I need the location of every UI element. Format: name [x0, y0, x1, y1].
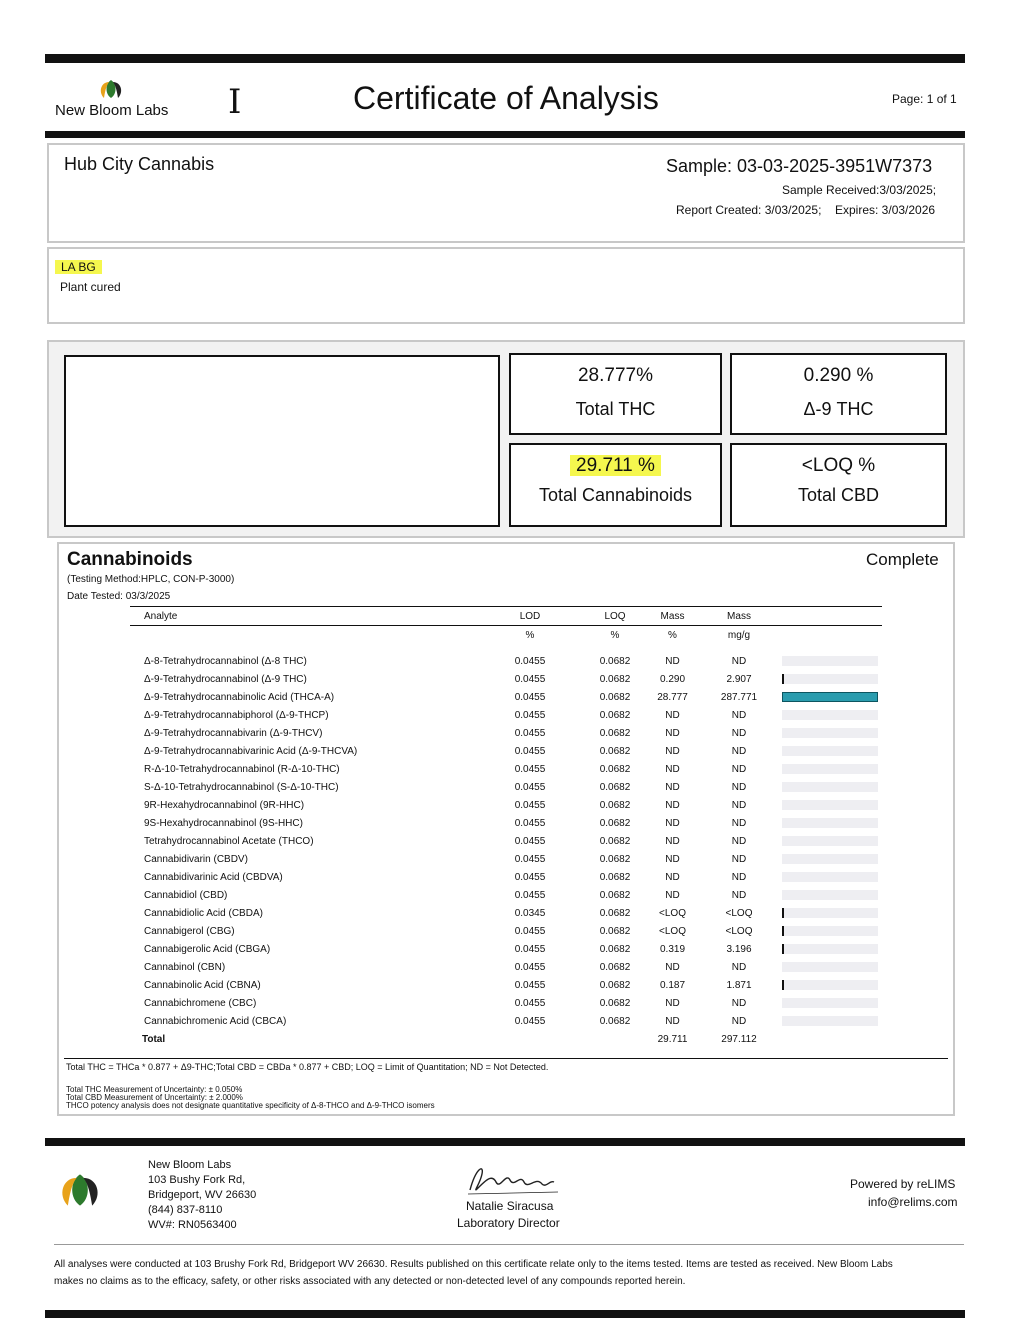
total-cbd-label: Total CBD — [797, 485, 880, 505]
d9-thc-label: Δ-9 THC — [803, 399, 874, 419]
table-row — [130, 994, 882, 1012]
mass-mgg-cell: <LOQ — [725, 925, 753, 937]
page-number: Page: 1 of 1 — [892, 92, 957, 106]
level-bar-track — [782, 656, 878, 666]
mass-pct-cell: ND — [665, 745, 680, 757]
loq-cell: 0.0682 — [599, 835, 631, 847]
level-bar-track — [782, 962, 878, 972]
mass-mgg-cell: 3.196 — [726, 943, 752, 955]
col-mass-pct: Mass — [660, 610, 685, 622]
mass-pct-cell: ND — [665, 709, 680, 721]
level-bar-cell — [778, 886, 882, 904]
total-thc-box — [509, 353, 722, 435]
lod-cell: 0.0455 — [514, 871, 546, 883]
expires: Expires: 3/03/2026 — [835, 203, 936, 217]
mass-mgg-cell: ND — [731, 889, 747, 901]
lod-cell: 0.0455 — [514, 745, 546, 757]
table-row — [130, 940, 882, 958]
level-bar-cell — [778, 706, 882, 724]
analyte-cell: Cannabigerol (CBG) — [144, 925, 235, 937]
mass-pct-cell: ND — [665, 853, 680, 865]
mass-mgg-cell: ND — [731, 997, 747, 1009]
lab-logo — [96, 78, 126, 105]
table-row — [130, 958, 882, 976]
mass-mgg-cell: 1.871 — [726, 979, 752, 991]
total-bar — [778, 1030, 882, 1048]
unit-mass-mgg: mg/g — [727, 629, 751, 641]
table-row — [130, 976, 882, 994]
level-bar-cell — [778, 778, 882, 796]
table-row — [130, 904, 882, 922]
analyte-cell: Cannabidiol (CBD) — [144, 889, 228, 901]
lod-cell: 0.0455 — [514, 1015, 546, 1027]
analyte-cell: Δ-9-Tetrahydrocannabinolic Acid (THCA-A) — [144, 691, 335, 703]
loq-cell: 0.0682 — [599, 979, 631, 991]
table-body — [130, 652, 882, 1030]
loq-cell: 0.0682 — [599, 709, 631, 721]
lod-cell: 0.0455 — [514, 727, 546, 739]
level-bar-track — [782, 944, 878, 954]
level-bar-track — [782, 998, 878, 1008]
footer-logo — [54, 1170, 106, 1215]
mass-pct-cell: 28.777 — [657, 691, 688, 703]
lod-cell: 0.0455 — [514, 925, 546, 937]
cannabinoids-table — [130, 606, 882, 1048]
mass-pct-cell: ND — [665, 835, 680, 847]
loq-cell: 0.0682 — [599, 925, 631, 937]
level-bar-track — [782, 872, 878, 882]
level-bar-track — [782, 728, 878, 738]
table-units-row — [130, 626, 882, 645]
table-row — [130, 796, 882, 814]
total-pct: 29.711 — [657, 1033, 688, 1045]
date-tested: Date Tested: 03/3/2025 — [67, 591, 171, 602]
loq-cell: 0.0682 — [599, 853, 631, 865]
total-thc-label: Total THC — [575, 399, 656, 419]
logo-icon — [54, 1170, 106, 1210]
mass-pct-cell: ND — [665, 727, 680, 739]
top-rule — [45, 54, 965, 63]
address-line-1: New Bloom Labs — [148, 1159, 232, 1171]
level-bar-cell — [778, 832, 882, 850]
analyte-cell: Δ-9-Tetrahydrocannabivarin (Δ-9-THCV) — [144, 727, 323, 739]
product-name: LA BG — [55, 260, 102, 274]
sample-received: Sample Received:3/03/2025; — [782, 183, 937, 197]
mass-mgg-cell: ND — [731, 835, 747, 847]
level-bar-cell — [778, 1012, 882, 1030]
level-bar-cell — [778, 976, 882, 994]
signature-icon — [462, 1160, 562, 1200]
loq-cell: 0.0682 — [599, 763, 631, 775]
mass-pct-cell: ND — [665, 889, 680, 901]
level-bar-cell — [778, 760, 882, 778]
level-bar-track — [782, 800, 878, 810]
col-mass-mgg: Mass — [727, 610, 751, 622]
loq-cell: 0.0682 — [599, 781, 631, 793]
level-bar-track — [782, 692, 878, 702]
d9-thc-value: 0.290 % — [803, 365, 874, 386]
loq-cell: 0.0682 — [599, 799, 631, 811]
analyte-cell: Cannabidiolic Acid (CBDA) — [144, 907, 263, 919]
lod-cell: 0.0455 — [514, 979, 546, 991]
address-line-2: 103 Bushy Fork Rd, — [148, 1174, 246, 1186]
lod-cell: 0.0455 — [514, 691, 546, 703]
bottom-rule — [45, 1310, 965, 1318]
level-bar-track — [782, 818, 878, 828]
notes-thco: THCO potency analysis does not designate quantitative specificity of Δ-8-THCO and Δ-9-THCO isomers — [66, 1101, 435, 1110]
level-bar-track — [782, 926, 878, 936]
level-bar-cell — [778, 904, 882, 922]
table-spacer — [130, 644, 882, 652]
disclaimer: All analyses were conducted at 103 Brushy Fork Rd, Bridgeport WV 26630. Results published on this certificate relate only to the items tested. Items are tested as received. New Bloom Labs makes no claims as to the efficacy, safety, or other risks associated with any detected or non-detected level of any compounds reported herein. — [54, 1259, 893, 1287]
level-bar-track — [782, 764, 878, 774]
level-bar-fill — [782, 980, 784, 990]
table-row — [130, 742, 882, 760]
handwritten-mark: I — [228, 82, 242, 122]
loq-cell: 0.0682 — [599, 907, 631, 919]
level-bar-cell — [778, 850, 882, 868]
unit-mass-pct: % — [668, 629, 677, 641]
table-total-row — [130, 1030, 882, 1048]
level-bar-track — [782, 674, 878, 684]
notes-formula: Total THC = THCa * 0.877 + Δ9-THC;Total CBD = CBDa * 0.877 + CBD; LOQ = Limit of Quantitation; ND = Not Detected. — [66, 1062, 549, 1072]
col-loq: LOQ — [604, 610, 626, 622]
loq-cell: 0.0682 — [599, 943, 631, 955]
lod-cell: 0.0455 — [514, 997, 546, 1009]
total-loq — [585, 1030, 645, 1048]
level-bar-cell — [778, 688, 882, 706]
mass-mgg-cell: ND — [731, 727, 747, 739]
mass-mgg-cell: ND — [731, 853, 747, 865]
analyte-cell: Δ-9-Tetrahydrocannabiphorol (Δ-9-THCP) — [144, 709, 329, 721]
mass-mgg-cell: ND — [731, 655, 747, 667]
unit-bar — [778, 626, 882, 645]
table-row — [130, 670, 882, 688]
mass-mgg-cell: 2.907 — [726, 673, 752, 685]
lod-cell: 0.0455 — [514, 961, 546, 973]
cannabinoids-status: Complete — [866, 550, 939, 569]
level-bar-cell — [778, 724, 882, 742]
mass-pct-cell: <LOQ — [659, 925, 686, 937]
mass-mgg-cell: ND — [731, 709, 747, 721]
loq-cell: 0.0682 — [599, 727, 631, 739]
level-bar-cell — [778, 814, 882, 832]
analyte-cell: Tetrahydrocannabinol Acetate (THCO) — [144, 835, 314, 847]
loq-cell: 0.0682 — [599, 961, 631, 973]
level-bar-track — [782, 908, 878, 918]
powered-email: info@relims.com — [868, 1195, 958, 1209]
lod-cell: 0.0455 — [514, 817, 546, 829]
page-title: Certificate of Analysis — [353, 80, 659, 116]
unit-analyte — [130, 626, 475, 645]
image-box — [64, 355, 500, 527]
level-bar-cell — [778, 742, 882, 760]
table-row — [130, 778, 882, 796]
mass-pct-cell: ND — [665, 817, 680, 829]
level-bar-cell — [778, 796, 882, 814]
table-header-row — [130, 607, 882, 626]
powered-by: Powered by reLIMS — [850, 1177, 956, 1191]
level-bar-fill — [782, 674, 784, 684]
level-bar-track — [782, 710, 878, 720]
table-row — [130, 832, 882, 850]
level-bar-track — [782, 836, 878, 846]
level-bar-track — [782, 746, 878, 756]
col-bar — [778, 607, 882, 626]
director-title: Laboratory Director — [457, 1216, 560, 1230]
cannabinoids-title: Cannabinoids — [67, 549, 193, 570]
total-thc-value: 28.777% — [577, 365, 653, 386]
product-panel — [47, 247, 965, 324]
sample-id: Sample: 03-03-2025-3951W7373 — [666, 156, 933, 176]
level-bar-fill — [782, 944, 784, 954]
mass-mgg-cell: ND — [731, 817, 747, 829]
level-bar-track — [782, 782, 878, 792]
mass-mgg-cell: ND — [731, 799, 747, 811]
analyte-cell: 9R-Hexahydrocannabinol (9R-HHC) — [144, 799, 305, 811]
analyte-cell: Δ-8-Tetrahydrocannabinol (Δ-8 THC) — [144, 655, 307, 667]
total-lod — [475, 1030, 585, 1048]
analyte-cell: Cannabichromenic Acid (CBCA) — [144, 1015, 287, 1027]
table-row — [130, 922, 882, 940]
mass-pct-cell: ND — [665, 781, 680, 793]
mass-mgg-cell: ND — [731, 763, 747, 775]
level-bar-cell — [778, 868, 882, 886]
lod-cell: 0.0455 — [514, 799, 546, 811]
level-bar-cell — [778, 922, 882, 940]
table-row — [130, 1012, 882, 1030]
level-bar-track — [782, 1016, 878, 1026]
level-bar-fill — [782, 908, 784, 918]
table-row — [130, 868, 882, 886]
loq-cell: 0.0682 — [599, 889, 631, 901]
notes-unc-cbd: Total CBD Measurement of Uncertainty: ± 2.000% — [66, 1093, 243, 1102]
level-bar-fill — [782, 926, 784, 936]
unit-loq: % — [610, 629, 620, 641]
level-bar-track — [782, 854, 878, 864]
footer-divider — [54, 1244, 964, 1245]
lod-cell: 0.0455 — [514, 943, 546, 955]
client-name: Hub City Cannabis — [64, 154, 215, 174]
analyte-cell: S-Δ-10-Tetrahydrocannabinol (S-Δ-10-THC) — [144, 781, 339, 793]
level-bar-fill — [782, 692, 878, 702]
loq-cell: 0.0682 — [599, 817, 631, 829]
table-row — [130, 814, 882, 832]
mass-mgg-cell: 287.771 — [720, 691, 758, 703]
col-lod: LOD — [519, 610, 541, 622]
level-bar-cell — [778, 670, 882, 688]
table-row — [130, 724, 882, 742]
table-row — [130, 886, 882, 904]
mass-mgg-cell: ND — [731, 871, 747, 883]
mass-pct-cell: ND — [665, 871, 680, 883]
mass-pct-cell: ND — [665, 1015, 680, 1027]
loq-cell: 0.0682 — [599, 871, 631, 883]
lod-cell: 0.0455 — [514, 673, 546, 685]
level-bar-cell — [778, 940, 882, 958]
product-description: Plant cured — [60, 280, 121, 294]
lab-address — [148, 1158, 256, 1233]
total-label: Total — [142, 1033, 166, 1045]
mass-pct-cell: 0.290 — [659, 673, 686, 685]
analyte-cell: Cannabichromene (CBC) — [144, 997, 257, 1009]
analyte-cell: Δ-9-Tetrahydrocannabinol (Δ-9 THC) — [144, 673, 307, 685]
lod-cell: 0.0455 — [514, 709, 546, 721]
analyte-cell: Δ-9-Tetrahydrocannabivarinic Acid (Δ-9-THCVA) — [144, 745, 358, 757]
mass-pct-cell: ND — [665, 763, 680, 775]
mass-pct-cell: <LOQ — [659, 907, 686, 919]
testing-method: (Testing Method:HPLC, CON-P-3000) — [67, 574, 235, 585]
mass-pct-cell: ND — [665, 799, 680, 811]
lod-cell: 0.0455 — [514, 835, 546, 847]
analyte-cell: Cannabidivarin (CBDV) — [144, 853, 248, 865]
address-line-5: WV#: RN0563400 — [148, 1219, 237, 1231]
mass-pct-cell: 0.319 — [659, 943, 686, 955]
analyte-cell: Cannabidivarinic Acid (CBDVA) — [144, 871, 283, 883]
total-cannabinoids-box — [509, 443, 722, 527]
lod-cell: 0.0455 — [514, 655, 546, 667]
mass-pct-cell: ND — [665, 997, 680, 1009]
level-bar-track — [782, 980, 878, 990]
table-row — [130, 688, 882, 706]
mass-pct-cell: ND — [665, 961, 680, 973]
table-row — [130, 850, 882, 868]
analyte-cell: 9S-Hexahydrocannabinol (9S-HHC) — [144, 817, 303, 829]
notes-unc-thc: Total THC Measurement of Uncertainty: ± 0.050% — [66, 1085, 243, 1094]
total-cannabinoids-label: Total Cannabinoids — [538, 485, 693, 505]
lab-name: New Bloom Labs — [55, 102, 169, 119]
lod-cell: 0.0455 — [514, 853, 546, 865]
lod-cell: 0.0345 — [514, 907, 546, 919]
level-bar-cell — [778, 994, 882, 1012]
loq-cell: 0.0682 — [599, 673, 631, 685]
address-line-3: Bridgeport, WV 26630 — [148, 1189, 257, 1201]
mass-mgg-cell: ND — [731, 781, 747, 793]
analyte-cell: Cannabinol (CBN) — [144, 961, 226, 973]
lod-cell: 0.0455 — [514, 781, 546, 793]
lod-cell: 0.0455 — [514, 889, 546, 901]
header-rule — [45, 131, 965, 138]
analyte-cell: Cannabinolic Acid (CBNA) — [144, 979, 261, 991]
director-name: Natalie Siracusa — [466, 1199, 554, 1213]
footer-rule — [45, 1138, 965, 1146]
loq-cell: 0.0682 — [599, 745, 631, 757]
analyte-cell: Cannabigerolic Acid (CBGA) — [144, 943, 271, 955]
report-created: Report Created: 3/03/2025; — [676, 203, 822, 217]
total-mgg: 297.112 — [721, 1033, 757, 1045]
loq-cell: 0.0682 — [599, 997, 631, 1009]
d9-thc-box — [730, 353, 947, 435]
logo-icon — [96, 78, 126, 100]
mass-mgg-cell: ND — [731, 961, 747, 973]
mass-mgg-cell: ND — [731, 1015, 747, 1027]
total-cbd-value: <LOQ % — [801, 455, 876, 476]
unit-lod: % — [525, 629, 535, 641]
lod-cell: 0.0455 — [514, 763, 546, 775]
table-row — [130, 706, 882, 724]
mass-pct-cell: ND — [665, 655, 680, 667]
loq-cell: 0.0682 — [599, 655, 631, 667]
total-cbd-box — [730, 443, 947, 527]
table-row — [130, 760, 882, 778]
address-line-4: (844) 837-8110 — [148, 1204, 223, 1216]
total-cannabinoids-value: 29.711 % — [511, 455, 720, 477]
notes-rule — [64, 1058, 948, 1059]
analyte-cell: R-Δ-10-Tetrahydrocannabinol (R-Δ-10-THC) — [144, 763, 340, 775]
level-bar-cell — [778, 958, 882, 976]
loq-cell: 0.0682 — [599, 1015, 631, 1027]
level-bar-cell — [778, 652, 882, 670]
mass-pct-cell: 0.187 — [659, 979, 686, 991]
col-analyte: Analyte — [144, 610, 178, 622]
table-row — [130, 652, 882, 670]
loq-cell: 0.0682 — [599, 691, 631, 703]
mass-mgg-cell: ND — [731, 745, 747, 757]
mass-mgg-cell: <LOQ — [725, 907, 753, 919]
level-bar-track — [782, 890, 878, 900]
